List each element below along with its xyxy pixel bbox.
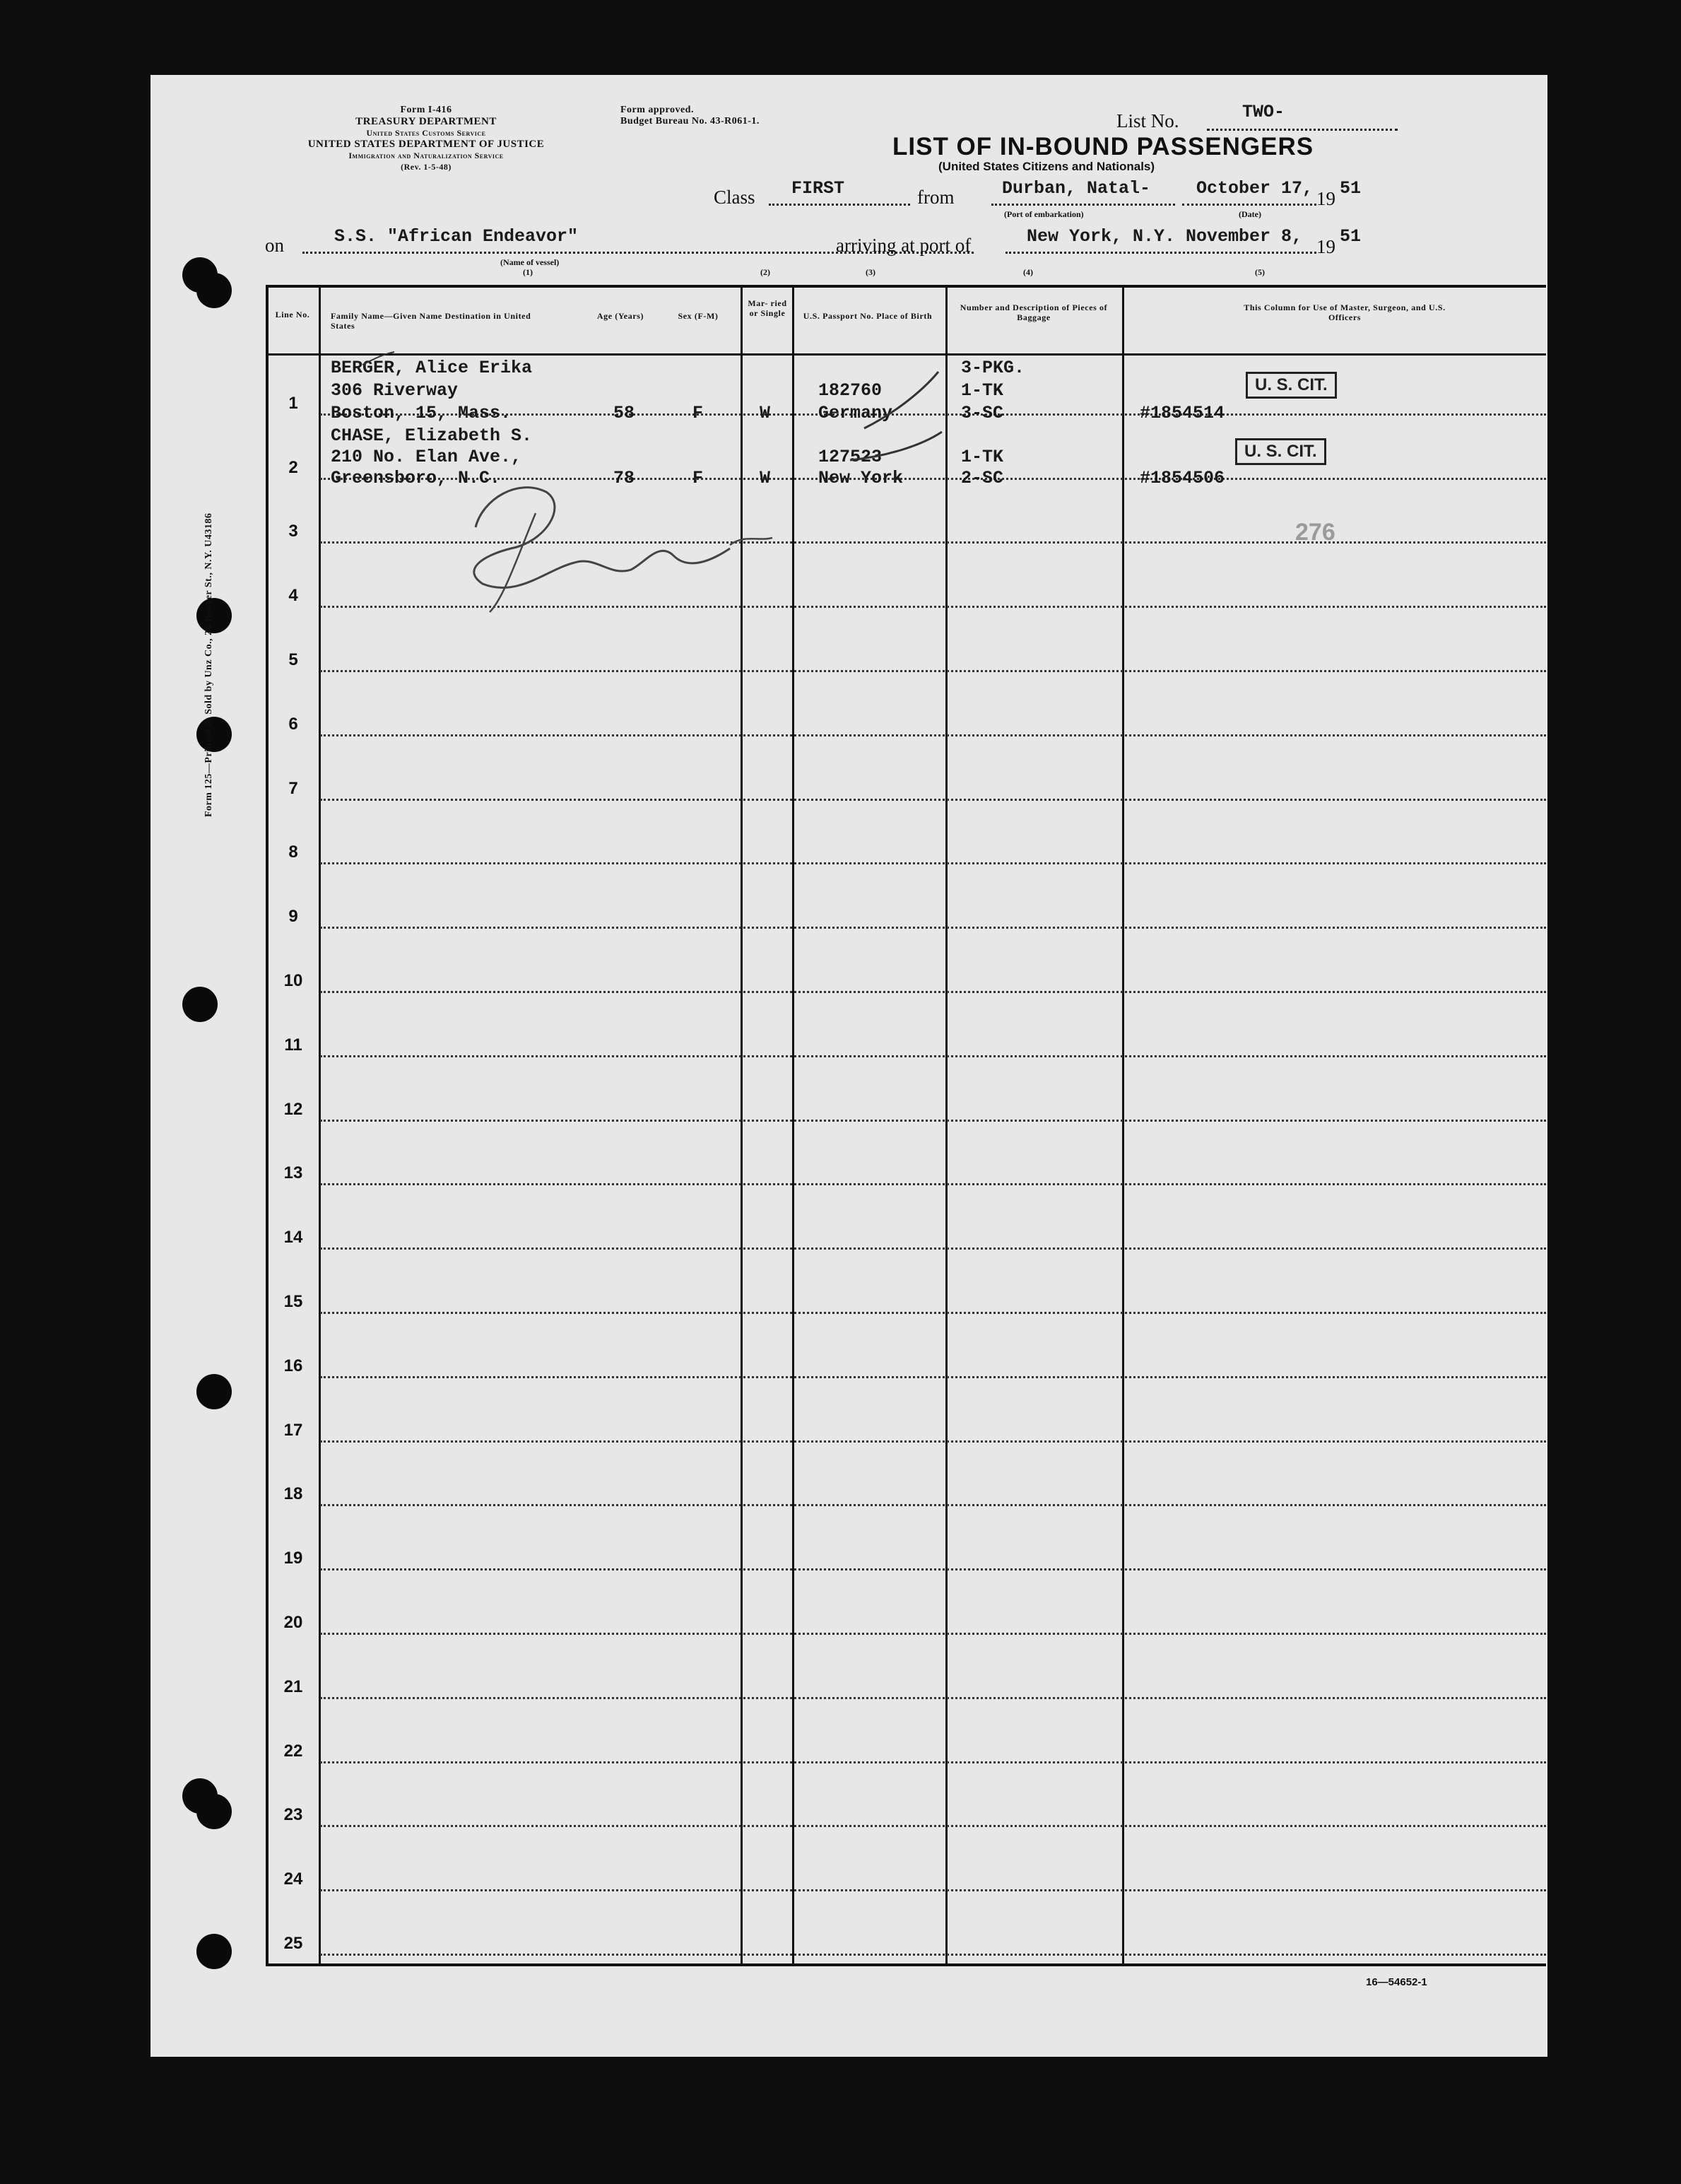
passenger-2-marital: W: [760, 468, 771, 488]
passenger-2-baggage-1: 1-TK: [961, 447, 1004, 467]
date-century: 19: [1316, 188, 1335, 209]
line-number: 18: [283, 1484, 303, 1504]
line-number: 25: [283, 1934, 303, 1953]
printer-side-text: Form 125—Printed & Sold by Unz Co., 24 Beaver St., N.Y. U43186: [204, 512, 214, 817]
row-dotted-line: [320, 799, 1546, 801]
row-dotted-line: [320, 1120, 1546, 1122]
date-caption: (Date): [1239, 209, 1261, 219]
passenger-1-address-2: Boston, 15, Mass.: [331, 403, 512, 423]
passenger-2-age: 78: [613, 468, 635, 488]
revision: (Rev. 1-5-48): [401, 162, 452, 172]
footer-code: 16—54652-1: [1366, 1976, 1427, 1988]
list-no-label: List No.: [1116, 110, 1179, 131]
passenger-2-officer-number: #1854506: [1140, 468, 1225, 488]
passenger-2-passport: 127523: [818, 447, 883, 467]
line-number: 11: [284, 1035, 302, 1055]
colhdr-officers: This Column for Use of Master, Surgeon, and U.S. Officers: [1244, 303, 1446, 322]
row-dotted-line: [320, 991, 1546, 993]
row-dotted-line: [320, 862, 1546, 864]
line-number: 16: [283, 1356, 303, 1375]
on-label: on: [265, 235, 284, 256]
row-dotted-line: [320, 1504, 1546, 1506]
approval-line1: Form approved.: [620, 105, 694, 115]
passenger-1-sex: F: [692, 403, 704, 423]
passenger-2-name: CHASE, Elizabeth S.: [331, 425, 533, 446]
row-dotted-line: [320, 1312, 1546, 1314]
col-num-2: (2): [760, 267, 770, 277]
line-number: 21: [283, 1677, 303, 1696]
passenger-1-passport: 182760: [818, 380, 883, 401]
punch-hole: [196, 1374, 232, 1409]
line-number: 14: [283, 1228, 303, 1247]
row-dotted-line: [320, 1633, 1546, 1635]
from-label: from: [917, 187, 955, 208]
colhdr-sex: Sex (F-M): [678, 311, 719, 321]
col-num-5: (5): [1255, 267, 1265, 277]
line-number: 10: [283, 971, 303, 990]
faint-mark: 276: [1295, 519, 1335, 546]
row-dotted-line: [320, 1889, 1546, 1891]
customs-service: United States Customs Service: [366, 128, 486, 138]
arrival-year: 51: [1340, 226, 1362, 247]
passenger-1-baggage-2: 1-TK: [961, 380, 1004, 401]
line-number: 3: [288, 522, 298, 541]
colhdr-age: Age (Years): [596, 311, 644, 321]
passenger-1-citizen-stamp: U. S. CIT.: [1246, 372, 1337, 399]
line-number: 15: [283, 1292, 303, 1311]
passenger-1-baggage-1: 3-PKG.: [961, 358, 1025, 378]
line-number: 6: [288, 714, 298, 734]
col-num-4: (4): [1023, 267, 1033, 277]
arrival-century: 19: [1316, 236, 1335, 257]
passenger-1-age: 58: [613, 403, 635, 423]
line-number: 24: [283, 1869, 303, 1889]
vessel-caption: (Name of vessel): [500, 257, 560, 267]
passenger-2-sex: F: [692, 468, 704, 488]
treasury-dept: TREASURY DEPARTMENT: [355, 116, 497, 127]
approval-line2: Budget Bureau No. 43-R061-1.: [620, 116, 760, 127]
row-dotted-line: [320, 1954, 1546, 1956]
row-dotted-line: [320, 1568, 1546, 1571]
list-no-value: TWO-: [1242, 102, 1285, 122]
handwritten-marks: [151, 75, 1547, 640]
colhdr-name: Family Name—Given Name Destination in United States: [331, 311, 531, 331]
colhdr-married: Mar- ried or Single: [748, 298, 787, 318]
row-dotted-line: [320, 1376, 1546, 1378]
passenger-2-address-1: 210 No. Elan Ave.,: [331, 447, 522, 467]
port-caption: (Port of embarkation): [1004, 209, 1084, 219]
line-number: 8: [288, 843, 298, 862]
passenger-1-baggage-3: 3-SC: [961, 403, 1004, 423]
form-number: Form I-416: [400, 105, 452, 115]
row-dotted-line: [320, 1825, 1546, 1827]
ins-name: Immigration and Naturalization Service: [348, 151, 504, 160]
line-number: 13: [283, 1163, 303, 1183]
passenger-2-citizen-stamp: U. S. CIT.: [1235, 438, 1326, 465]
row-dotted-line: [320, 927, 1546, 929]
line-number: 7: [288, 778, 298, 798]
line-number: 4: [288, 586, 298, 606]
passenger-2-birthplace: New York: [818, 468, 904, 488]
punch-hole: [182, 987, 218, 1022]
line-number: 23: [283, 1805, 303, 1825]
arriving-label: arriving at port of: [836, 235, 972, 256]
passenger-2-address-2: Greensboro, N.C.: [331, 468, 501, 488]
row-dotted-line: [320, 1761, 1546, 1763]
page-title: LIST OF IN-BOUND PASSENGERS: [892, 133, 1314, 160]
punch-hole: [196, 1934, 232, 1969]
row-dotted-line: [320, 670, 1546, 672]
line-number: 9: [288, 907, 298, 927]
passenger-1-name: BERGER, Alice Erika: [331, 358, 533, 378]
class-value: FIRST: [791, 178, 845, 199]
line-number: 22: [283, 1741, 303, 1761]
line-number: 5: [288, 650, 298, 669]
colhdr-passport: U.S. Passport No. Place of Birth: [803, 311, 933, 321]
row-dotted-line: [320, 734, 1546, 736]
page-subtitle: (United States Citizens and Nationals): [938, 160, 1155, 173]
justice-dept: UNITED STATES DEPARTMENT OF JUSTICE: [307, 139, 545, 150]
arrival-value: New York, N.Y. November 8,: [1027, 226, 1303, 247]
row-dotted-line: [320, 1440, 1546, 1443]
colhdr-baggage: Number and Description of Pieces of Baggage: [960, 303, 1108, 322]
passenger-2-baggage-2: 2-SC: [961, 468, 1004, 488]
class-label: Class: [714, 187, 755, 208]
manifest-page: [151, 75, 1547, 2057]
line-number: 20: [283, 1613, 303, 1632]
date-year: 51: [1340, 178, 1362, 199]
vessel-value: S.S. "African Endeavor": [334, 226, 579, 247]
passenger-1-officer-number: #1854514: [1140, 403, 1225, 423]
colhdr-line-no: Line No.: [275, 310, 310, 319]
date-value: October 17,: [1196, 178, 1314, 199]
line-number: 1: [288, 393, 298, 413]
line-number: 19: [283, 1549, 303, 1568]
row-dotted-line: [320, 1055, 1546, 1057]
row-dotted-line: [320, 1247, 1546, 1250]
port-value: Durban, Natal-: [1002, 178, 1151, 199]
row-dotted-line: [320, 1697, 1546, 1699]
punch-hole: [196, 1794, 232, 1829]
passenger-1-address-1: 306 Riverway: [331, 380, 459, 401]
line-number: 12: [283, 1099, 303, 1119]
row-dotted-line: [320, 1183, 1546, 1185]
line-number: 17: [283, 1420, 303, 1440]
passenger-1-birthplace: Germany: [818, 403, 893, 423]
passenger-1-marital: W: [760, 403, 771, 423]
col-num-3: (3): [866, 267, 875, 277]
table-bottom-border: [266, 1963, 1546, 1966]
line-number: 2: [288, 457, 298, 477]
col-num-1: (1): [523, 267, 533, 277]
